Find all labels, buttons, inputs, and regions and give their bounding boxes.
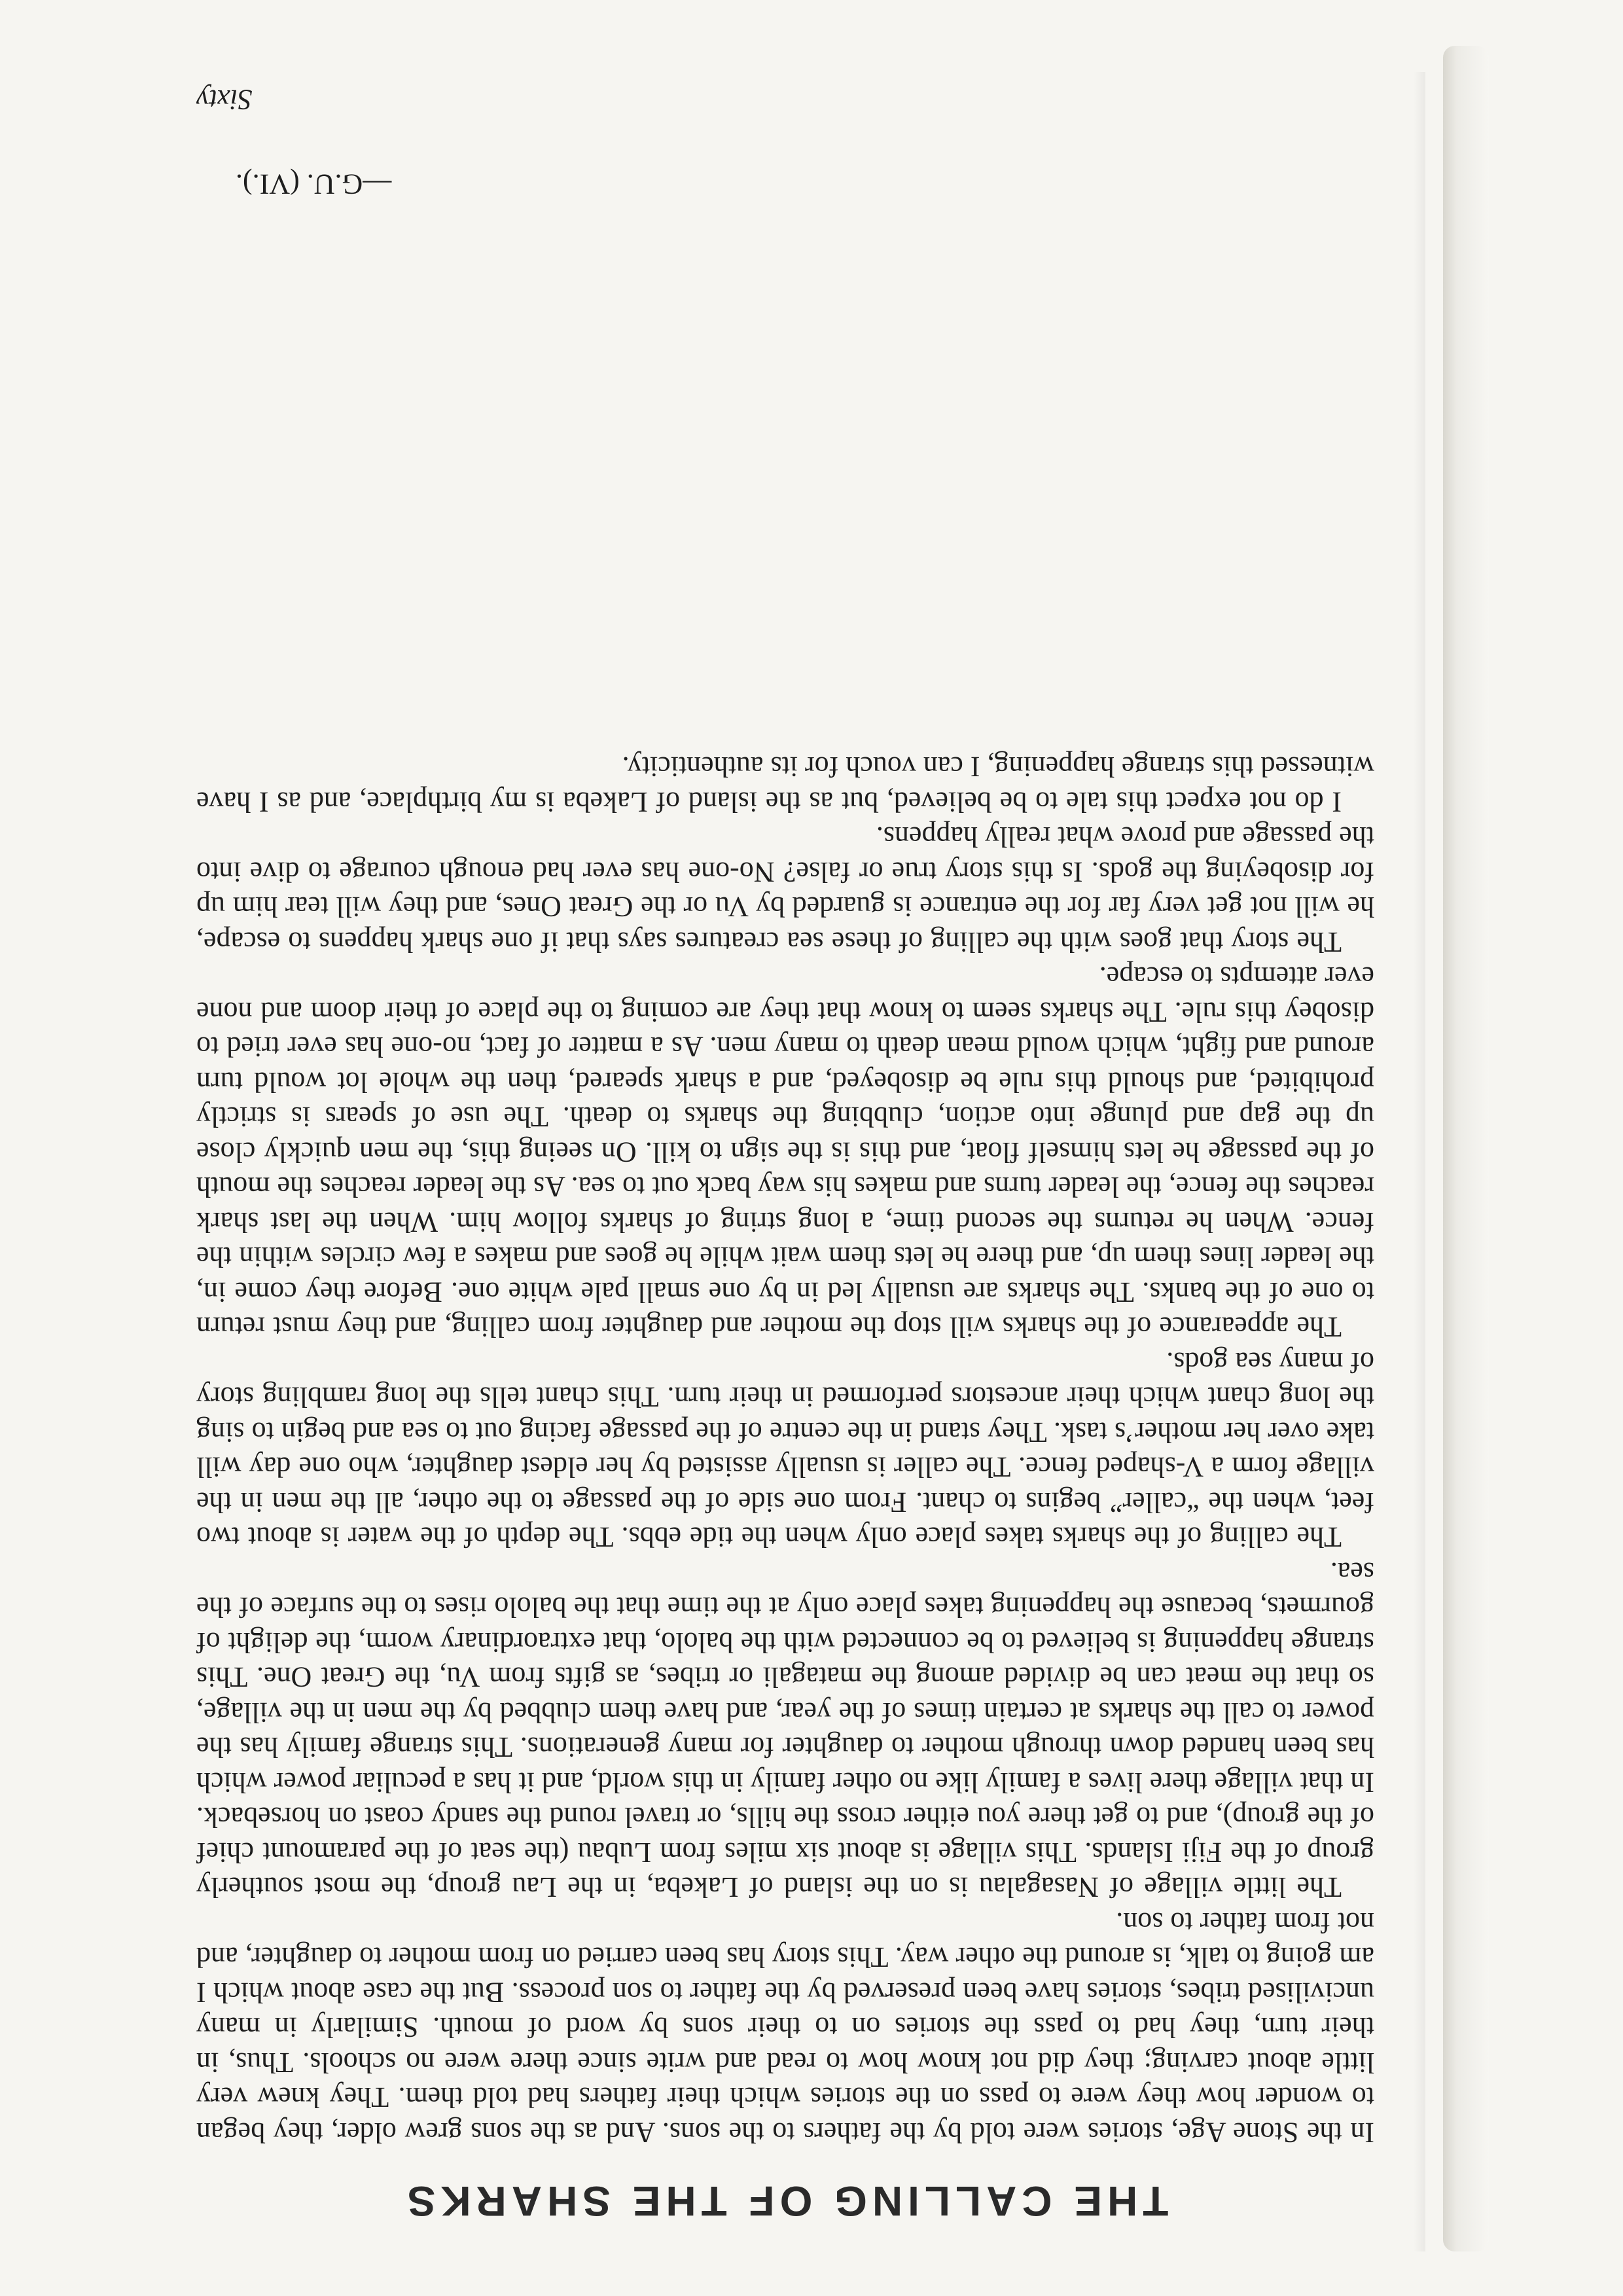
article-title: THE CALLING OF THE SHARKS [402, 2178, 1169, 2225]
article-body [196, 749, 1374, 2150]
author-signature: —G.U. (VI.). [236, 168, 392, 200]
page-number: Sixty [196, 84, 253, 116]
paragraph-3: The calling of the sharks takes place only when the tide ebbs. The depth of the water is about two feet, when the “caller” begins to chant. From one side of the passage to the other, all the men in the village form a V-shaped fence. The caller is usually assisted by her eldest daughter, who one day will take over her mother’s task. They stand in the centre of the passage facing out to sea and begin to sing the long chant which their ancestors performed in their turn. This chant tells the long rambling story of many sea gods. [196, 1346, 1374, 1554]
printed-page-upside-down [196, 65, 1374, 2225]
paragraph-6: I do not expect this tale to be believed, but as the island of Lakeba is my birthplace, and as I have witnessed this strange happening, I can vouch for its authenticity. [196, 751, 1374, 818]
paragraph-4: The appearance of the sharks will stop the mother and daughter from calling, and they must return to one of the banks. The sharks are usually led in by one small pale white one. Before they come in, the leader lines them up, and there he lets them wait while he goes and makes a few circles within the fence. When he returns the second time, a long string of sharks follow him. When the last shark reaches the fence, the leader turns and makes his way back out to sea. As the leader reaches the mouth of the passage he lets himself float, and this is the sign to kill. On seeing this, the men quickly close up the gap and plunge into action, clubbing the sharks to death. The use of spears is strictly prohibited, and should this rule be disobeyed, and a shark speared, then the whole lot would turn around and fight, which would mean death to many men. As a matter of fact, no-one has ever tried to disobey this rule. The sharks seem to know that they are coming to the place of their doom and none ever attempts to escape. [196, 961, 1374, 1344]
page-edge [1443, 46, 1489, 2251]
paragraph-2: The little village of Nasagalau is on the island of Lakeba, in the Lau group, the most southerly group of the Fiji Islands. This village is about six miles from Lubau (the seat of the paramount chief of the group), and to get there you either cross the hills, or travel round the sandy coast on horseback. In that village there lives a family like no other family in this world, and it has a peculiar power which has been handed down through mother to daughter for many generations. This strange family has the power to call the sharks at certain times of the year, and have them clubbed by the men in the village, so that the meat can be divided among the matagali or tribes, as gifts from Vu, the Great One. This strange happening is believed to be connected with the balolo, that extraordinary worm, the delight of gourmets, because the happening takes place only at the time that the balolo rises to the surface of the sea. [196, 1556, 1374, 1904]
page-edge-shadow [1414, 72, 1425, 2251]
paragraph-1: In the Stone Age, stories were told by the fathers to the sons. And as the sons grew older, they began to wonder how they were to pass on the stories which their fathers had told them. They knew very little about carving; they did not know how to read and write since there were no schools. Thus, in their turn, they had to pass the stories on to their sons by word of mouth. Similarly in many uncivilised tribes, stories have been preserved by the father to son process. But the case about which I am going to talk, is around the other way. This story has been carried on from mother to daughter, and not from father to son. [196, 1907, 1374, 2149]
paragraph-5: The story that goes with the calling of these sea creatures says that if one shark happens to escape, he will not get very far for the entrance is guarded by Vu or the Great Ones, and they will tear him up for disobeying the gods. Is this story true or false? No-one has ever had enough courage to dive into the passage and prove what really happens. [196, 821, 1374, 958]
